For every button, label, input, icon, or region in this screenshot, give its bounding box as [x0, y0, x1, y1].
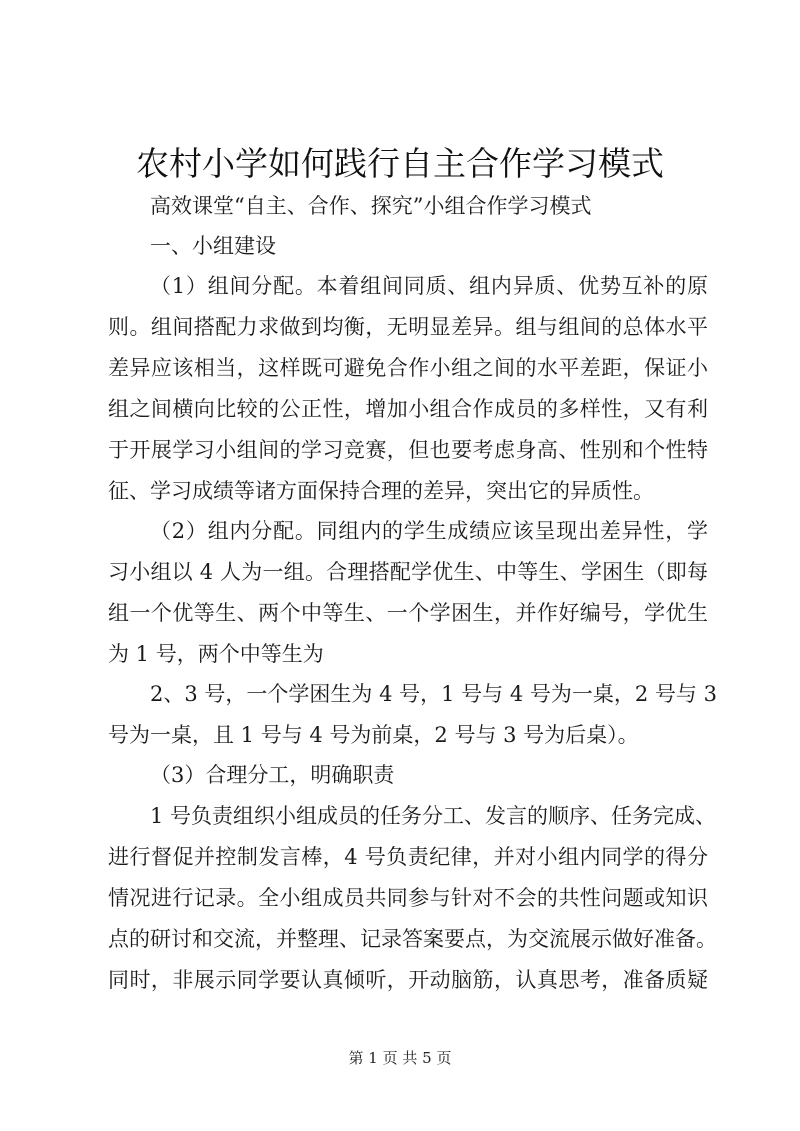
paragraph-line: 于开展学习小组间的学习竞赛，但也要考虑身高、性别和个性特: [108, 438, 708, 462]
paragraph-line: 差异应该相当，这样既可避免合作小组之间的水平差距，保证小: [108, 356, 708, 380]
paragraph-line: （2）组内分配。同组内的学生成绩应该呈现出差异性，学: [150, 519, 708, 543]
subsection-heading: （3）合理分工，明确职责: [150, 763, 395, 787]
paragraph-line: 习小组以 4 人为一组。合理搭配学优生、中等生、学困生（即每: [108, 560, 708, 584]
subtitle-line: 高效课堂“自主、合作、探究”小组合作学习模式: [150, 194, 592, 218]
paragraph-line: 则。组间搭配力求做到均衡，无明显差异。组与组间的总体水平: [108, 315, 708, 339]
paragraph-line: 情况进行记录。全小组成员共同参与针对不会的共性问题或知识: [108, 886, 708, 910]
paragraph-line: 点的研讨和交流，并整理、记录答案要点，为交流展示做好准备。: [108, 927, 717, 951]
paragraph-line: 同时，非展示同学要认真倾听，开动脑筋，认真思考，准备质疑: [108, 968, 708, 992]
document-title: 农村小学如何践行自主合作学习模式: [136, 144, 664, 183]
page-number-footer: 第 1 页 共 5 页: [348, 1049, 452, 1067]
paragraph-line: 征、学习成绩等诸方面保持合理的差异，突出它的异质性。: [108, 479, 654, 503]
paragraph-line: 进行督促并控制发言棒，4 号负责纪律，并对小组内同学的得分: [108, 845, 708, 869]
paragraph-line: 为 1 号，两个中等生为: [108, 642, 324, 666]
paragraph-line: 号为一桌，且 1 号与 4 号为前桌，2 号与 3 号为后桌）。: [108, 723, 639, 747]
paragraph-line: 2、3 号，一个学困生为 4 号，1 号与 4 号为一桌，2 号与 3: [150, 682, 717, 706]
paragraph-line: 组一个优等生、两个中等生、一个学困生，并作好编号，学优生: [108, 601, 708, 625]
paragraph-line: 组之间横向比较的公正性，增加小组合作成员的多样性，又有利: [108, 397, 708, 421]
section-heading: 一、小组建设: [150, 234, 276, 258]
paragraph-line: 1 号负责组织小组成员的任务分工、发言的顺序、任务完成、: [150, 804, 717, 828]
paragraph-line: （1）组间分配。本着组间同质、组内异质、优势互补的原: [150, 274, 708, 298]
